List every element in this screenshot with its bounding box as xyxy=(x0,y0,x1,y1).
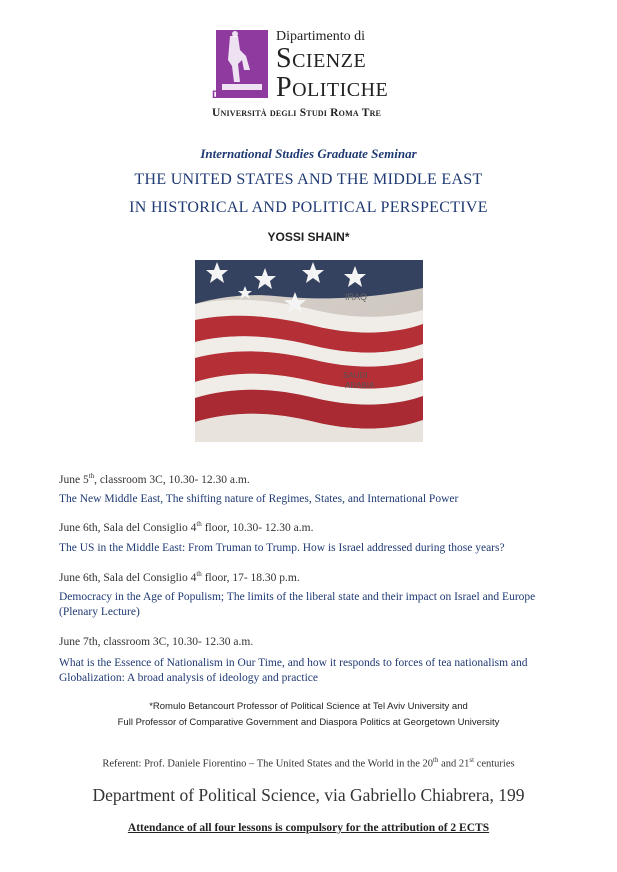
session-3-date: June 6th, Sala del Consiglio 4th floor, 17- 18.30 p.m. xyxy=(59,570,300,584)
flag-map-image xyxy=(195,260,423,442)
session-4-topic: What is the Essence of Nationalism in Our Time, and how it responds to forces of tea nationalism and Globalization: A broad analysis of ideology and practice xyxy=(59,657,528,684)
session-2-topic: The US in the Middle East: From Truman to Trump. How is Israel addressed during those years? xyxy=(59,542,505,554)
speaker-bio-line-1: *Romulo Betancourt Professor of Political Science at Tel Aviv University and xyxy=(149,701,468,712)
speaker-bio-line-2: Full Professor of Comparative Government and Diaspora Politics at Georgetown University xyxy=(117,717,500,728)
referent-line: Referent: Prof. Daniele Fiorentino – The United States and the World in the 20th and 21st centuries xyxy=(102,756,515,770)
map-label-saudi: SAUDI xyxy=(343,371,368,380)
seminar-series: International Studies Graduate Seminar xyxy=(200,146,417,161)
title-line-2: IN HISTORICAL AND POLITICAL PERSPECTIVE xyxy=(129,199,488,216)
logo-department-label: Dipartimento di xyxy=(276,29,366,44)
session-1-date: June 5th, classroom 3C, 10.30- 12.30 a.m. xyxy=(59,472,250,486)
speaker-name: YOSSI SHAIN* xyxy=(267,230,350,244)
attendance-note: Attendance of all four lessons is compulsory for the attribution of 2 ECTS xyxy=(127,822,490,834)
logo-scienze-text: Scienze xyxy=(276,43,367,74)
logo-university xyxy=(212,107,381,119)
logo-line-politiche xyxy=(276,72,388,104)
statue-icon xyxy=(216,30,268,98)
session-3-topic: Democracy in the Age of Populism; The limits of the liberal state and their impact on Israel and Europe (Plenary Lecture) xyxy=(59,591,536,618)
map-label-iraq: IRAQ xyxy=(345,292,368,302)
session-2-date: June 6th, Sala del Consiglio 4th floor, 10.30- 12.30 a.m. xyxy=(59,520,314,534)
logo-abbrev: DISCIPOL xyxy=(212,89,267,101)
logo-emblem xyxy=(216,30,268,98)
logo-politiche-text: Politiche xyxy=(276,72,389,103)
logo-university-text: Università degli Studi Roma Tre xyxy=(212,107,382,119)
session-4-date: June 7th, classroom 3C, 10.30- 12.30 a.m. xyxy=(59,636,254,648)
session-1-topic: The New Middle East, The shifting nature of Regimes, States, and International Power xyxy=(59,493,459,505)
department-address: Department of Political Science, via Gabriello Chiabrera, 199 xyxy=(92,785,525,805)
title-line-1: THE UNITED STATES AND THE MIDDLE EAST xyxy=(134,171,483,188)
logo-line-scienze xyxy=(276,43,366,75)
map-label-arabia: ARABIA xyxy=(345,381,375,390)
